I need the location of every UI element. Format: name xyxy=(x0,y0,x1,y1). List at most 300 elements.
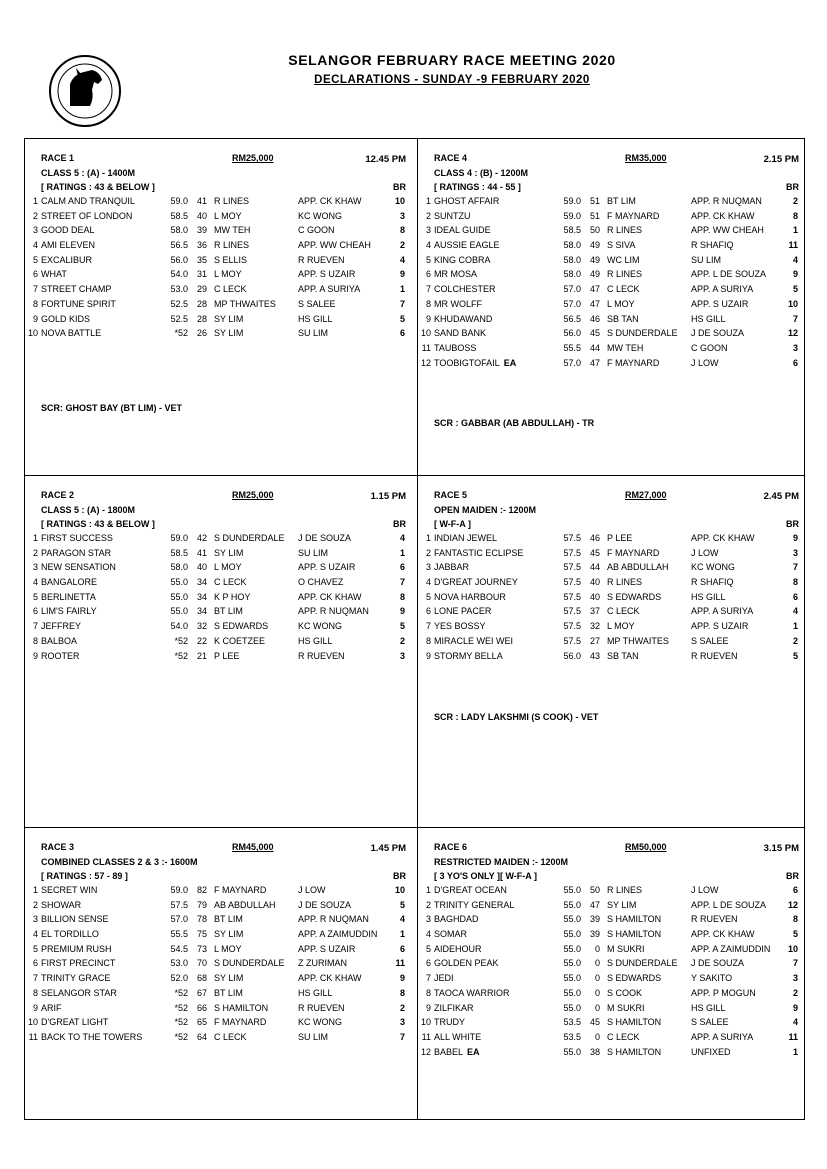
barrier-draw: 2 xyxy=(399,1002,405,1013)
jockey: O CHAVEZ xyxy=(298,577,344,588)
race-name: RACE 4 xyxy=(434,153,468,163)
race-class: CLASS 5 : (A) - 1400M xyxy=(41,168,136,178)
race-class: CLASS 5 : (A) - 1800M xyxy=(41,505,136,515)
weight: 56.0 xyxy=(563,328,581,339)
barrier-draw: 7 xyxy=(792,562,798,573)
runner-number: 5 xyxy=(425,943,431,954)
runners-list xyxy=(24,885,412,1047)
rating: 26 xyxy=(196,328,207,339)
rating: 82 xyxy=(196,885,207,895)
horse-name: TRINITY GENERAL xyxy=(434,899,515,910)
weight: 55.0 xyxy=(563,973,581,984)
rating: 22 xyxy=(196,635,207,646)
barrier-draw: 10 xyxy=(787,943,798,954)
trainer: L MOY xyxy=(607,621,635,632)
trainer: P LEE xyxy=(607,533,633,543)
trainer: S DUNDERDALE xyxy=(214,533,285,543)
weight: *52 xyxy=(174,987,188,998)
rating: 51 xyxy=(589,196,600,206)
jockey: APP. A SURIYA xyxy=(691,606,754,617)
runner-row xyxy=(417,562,805,577)
jockey: APP. S UZAIR xyxy=(691,298,749,309)
runner-row xyxy=(24,255,412,270)
weight: 56.0 xyxy=(563,650,581,661)
horse-name: EXCALIBUR xyxy=(41,254,93,265)
rating: 29 xyxy=(196,284,207,295)
jockey: C GOON xyxy=(298,225,335,236)
horse-name: GOLDEN PEAK xyxy=(434,958,499,969)
horse-name: BACK TO THE TOWERS xyxy=(41,1031,143,1042)
weight: 57.5 xyxy=(563,591,581,602)
runner-number: 1 xyxy=(32,533,38,543)
horse-name: MIRACLE WEI WEI xyxy=(434,635,514,646)
runner-number: 3 xyxy=(425,225,431,236)
jockey: APP. R NUQMAN xyxy=(298,914,369,925)
barrier-draw: 8 xyxy=(399,591,405,602)
runner-number: 9 xyxy=(32,313,38,324)
runner-number: 10 xyxy=(421,328,432,339)
rating: 51 xyxy=(589,210,600,221)
runner-row xyxy=(417,1047,805,1062)
ea-marker: EA xyxy=(467,1046,480,1057)
trainer: BT LIM xyxy=(214,606,243,617)
barrier-draw: 9 xyxy=(399,973,405,984)
race-class: CLASS 4 : (B) - 1200M xyxy=(434,168,529,178)
rating: 37 xyxy=(589,606,600,617)
rating: 0 xyxy=(594,987,600,998)
rating: 73 xyxy=(196,943,207,954)
barrier-draw: 8 xyxy=(399,225,405,236)
barrier-draw: 9 xyxy=(792,1002,798,1013)
barrier-draw: 9 xyxy=(792,269,798,280)
runner-row xyxy=(24,533,412,548)
horse-name: GOLD KIDS xyxy=(41,313,91,324)
runner-row xyxy=(24,562,412,577)
rating: 45 xyxy=(589,547,600,558)
race-name: RACE 2 xyxy=(41,490,75,500)
jockey: S SALEE xyxy=(691,635,729,646)
runner-number: 4 xyxy=(425,577,431,588)
trainer: R LINES xyxy=(214,196,250,206)
runner-number: 8 xyxy=(32,987,38,998)
horse-name: MR MOSA xyxy=(434,269,478,280)
horse-name: STREET CHAMP xyxy=(41,284,112,295)
runner-number: 7 xyxy=(425,973,431,984)
rating: 0 xyxy=(594,1002,600,1013)
rating: 40 xyxy=(196,562,207,573)
barrier-draw: 12 xyxy=(787,899,798,910)
runner-row xyxy=(24,1032,412,1047)
weight: 56.0 xyxy=(170,254,188,265)
horse-name: ROOTER xyxy=(41,650,80,661)
trainer: L MOY xyxy=(607,298,635,309)
rating: 42 xyxy=(196,533,207,543)
barrier-draw: 11 xyxy=(788,1031,798,1042)
trainer: R LINES xyxy=(607,885,643,895)
weight: 55.0 xyxy=(563,929,581,940)
runner-number: 5 xyxy=(32,254,38,265)
runner-row xyxy=(24,548,412,563)
weight: 57.5 xyxy=(170,899,188,910)
weight: 59.0 xyxy=(170,885,188,895)
weight: *52 xyxy=(174,635,188,646)
jockey: APP. S UZAIR xyxy=(691,621,749,632)
horse-name: PARAGON STAR xyxy=(41,547,112,558)
runner-row xyxy=(417,1003,805,1018)
rating: 70 xyxy=(196,958,207,969)
runners-list xyxy=(24,196,412,343)
runner-number: 9 xyxy=(32,650,38,661)
rating: 34 xyxy=(196,591,207,602)
runner-row xyxy=(24,973,412,988)
weight: 55.0 xyxy=(170,606,188,617)
rating: 32 xyxy=(196,621,207,632)
trainer: C LECK xyxy=(607,284,640,295)
runner-row xyxy=(417,343,805,358)
runner-number: 3 xyxy=(32,225,38,236)
rating: 39 xyxy=(589,914,600,925)
runner-row xyxy=(24,240,412,255)
horse-name: SHOWAR xyxy=(41,899,82,910)
runner-number: 3 xyxy=(32,914,38,925)
barrier-draw: 6 xyxy=(792,591,798,602)
row-divider xyxy=(25,827,804,828)
rating: 49 xyxy=(589,269,600,280)
barrier-draw: 5 xyxy=(792,650,798,661)
race-ratings: [ W-F-A ] xyxy=(434,519,471,529)
runner-row xyxy=(417,284,805,299)
weight: *52 xyxy=(174,1031,188,1042)
horse-name: SECRET WIN xyxy=(41,885,98,895)
runner-number: 5 xyxy=(425,254,431,265)
row-divider xyxy=(25,475,804,476)
weight: 55.0 xyxy=(563,958,581,969)
rating: 47 xyxy=(589,357,600,368)
runner-number: 10 xyxy=(28,328,39,339)
horse-name: TOOBIGTOFAIL EA xyxy=(434,357,517,368)
barrier-draw: 1 xyxy=(399,284,405,295)
weight: 58.0 xyxy=(170,562,188,573)
trainer: S HAMILTON xyxy=(607,1046,662,1057)
race-prize: RM27,000 xyxy=(625,490,667,500)
runner-row xyxy=(417,299,805,314)
jockey: APP. A SURIYA xyxy=(691,284,754,295)
jockey: APP. CK KHAW xyxy=(298,973,362,984)
horse-name: ZILFIKAR xyxy=(434,1002,474,1013)
barrier-draw: 9 xyxy=(792,533,798,543)
trainer: S EDWARDS xyxy=(607,973,662,984)
weight: *52 xyxy=(174,650,188,661)
runner-number: 6 xyxy=(425,269,431,280)
horse-name: YES BOSSY xyxy=(434,621,486,632)
runner-row xyxy=(417,958,805,973)
barrier-draw: 10 xyxy=(394,196,405,206)
barrier-draw: 2 xyxy=(792,987,798,998)
weight: 53.5 xyxy=(563,1017,581,1028)
rating: 46 xyxy=(589,533,600,543)
trainer: P LEE xyxy=(214,650,240,661)
horse-name: STREET OF LONDON xyxy=(41,210,133,221)
trainer: SY LIM xyxy=(214,328,244,339)
runner-row xyxy=(417,973,805,988)
runner-number: 7 xyxy=(32,621,38,632)
rating: 40 xyxy=(589,577,600,588)
runner-number: 6 xyxy=(425,958,431,969)
horse-name: BERLINETTA xyxy=(41,591,96,602)
jockey: S SALEE xyxy=(298,298,336,309)
trainer: S HAMILTON xyxy=(607,1017,662,1028)
runner-number: 7 xyxy=(425,621,431,632)
race-name: RACE 5 xyxy=(434,490,468,500)
rating: 41 xyxy=(196,196,207,206)
runner-row xyxy=(417,944,805,959)
runner-row xyxy=(417,651,805,666)
runner-row xyxy=(24,211,412,226)
jockey: APP. R NUQMAN xyxy=(298,606,369,617)
horse-name: JEFFREY xyxy=(41,621,82,632)
jockey: APP. CK KHAW xyxy=(298,196,362,206)
jockey: KC WONG xyxy=(298,1017,342,1028)
trainer: SY LIM xyxy=(214,547,244,558)
horse-name: TAOCA WARRIOR xyxy=(434,987,510,998)
runner-number: 4 xyxy=(32,240,38,251)
runner-row xyxy=(417,577,805,592)
runner-row xyxy=(417,314,805,329)
runner-number: 11 xyxy=(421,1031,431,1042)
jockey: SU LIM xyxy=(298,328,329,339)
barrier-draw: 11 xyxy=(788,240,798,251)
rating: 36 xyxy=(196,240,207,251)
weight: 56.5 xyxy=(170,240,188,251)
runner-row xyxy=(417,592,805,607)
weight: 57.0 xyxy=(170,914,188,925)
trainer: L MOY xyxy=(214,562,242,573)
rating: 38 xyxy=(589,1046,600,1057)
barrier-draw: 3 xyxy=(399,210,405,221)
horse-name: KING COBRA xyxy=(434,254,491,265)
barrier-draw: 3 xyxy=(399,650,405,661)
weight: 54.0 xyxy=(170,269,188,280)
page-subtitle: DECLARATIONS - SUNDAY -9 FEBRUARY 2020 xyxy=(314,74,590,86)
jockey: APP. CK KHAW xyxy=(298,591,362,602)
barrier-draw: 8 xyxy=(399,987,405,998)
runner-row xyxy=(417,636,805,651)
runner-number: 8 xyxy=(32,298,38,309)
runners-list xyxy=(417,533,805,665)
runner-number: 8 xyxy=(32,635,38,646)
runner-number: 1 xyxy=(425,885,431,895)
weight: 57.5 xyxy=(563,621,581,632)
trainer: S COOK xyxy=(607,987,643,998)
horse-name: MR WOLFF xyxy=(434,298,482,309)
runner-row xyxy=(24,651,412,666)
rating: 32 xyxy=(589,621,600,632)
weight: 55.0 xyxy=(563,899,581,910)
jockey: HS GILL xyxy=(691,313,726,324)
barrier-draw: 4 xyxy=(792,254,798,265)
jockey: APP. A ZAIMUDDIN xyxy=(691,943,771,954)
runner-number: 2 xyxy=(425,899,431,910)
weight: 55.0 xyxy=(563,1046,581,1057)
horse-name: NEW SENSATION xyxy=(41,562,116,573)
barrier-draw: 7 xyxy=(792,313,798,324)
jockey: R RUEVEN xyxy=(691,650,738,661)
rating: 31 xyxy=(196,269,207,280)
runner-number: 2 xyxy=(32,547,38,558)
jockey: APP. CK KHAW xyxy=(691,210,755,221)
race-prize: RM35,000 xyxy=(625,153,667,163)
runner-number: 2 xyxy=(425,210,431,221)
runner-number: 2 xyxy=(32,899,38,910)
horse-name: FIRST PRECINCT xyxy=(41,958,116,969)
jockey: SU LIM xyxy=(691,254,722,265)
runner-row xyxy=(417,885,805,900)
runner-number: 10 xyxy=(28,1017,39,1028)
runner-number: 8 xyxy=(425,298,431,309)
runner-row xyxy=(24,328,412,343)
runner-row xyxy=(417,196,805,211)
race-time: 12.45 PM xyxy=(365,154,406,165)
horse-name: STORMY BELLA xyxy=(434,650,503,661)
trainer: F MAYNARD xyxy=(607,547,660,558)
runner-row xyxy=(24,196,412,211)
horse-name: TRUDY xyxy=(434,1017,465,1028)
runner-number: 11 xyxy=(28,1031,38,1042)
rating: 0 xyxy=(594,958,600,969)
weight: 57.5 xyxy=(563,635,581,646)
runner-number: 9 xyxy=(425,650,431,661)
rating: 35 xyxy=(196,254,207,265)
jockey: J LOW xyxy=(298,885,326,895)
weight: *52 xyxy=(174,328,188,339)
barrier-draw: 8 xyxy=(792,577,798,588)
race-name: RACE 6 xyxy=(434,842,468,852)
jockey: APP. S UZAIR xyxy=(298,943,356,954)
horse-name: BABEL EA xyxy=(434,1046,480,1057)
jockey: Z ZURIMAN xyxy=(298,958,347,969)
horse-name: D'GREAT LIGHT xyxy=(41,1017,109,1028)
barrier-draw: 1 xyxy=(792,621,798,632)
horse-name: FORTUNE SPIRIT xyxy=(41,298,116,309)
horse-name: TAUBOSS xyxy=(434,342,477,353)
race-name: RACE 1 xyxy=(41,153,75,163)
rating: 45 xyxy=(589,328,600,339)
trainer: S HAMILTON xyxy=(607,914,662,925)
race-class: RESTRICTED MAIDEN :- 1200M xyxy=(434,857,569,867)
page-title: SELANGOR FEBRUARY RACE MEETING 2020 xyxy=(288,52,616,68)
weight: 58.5 xyxy=(170,210,188,221)
jockey: APP. R NUQMAN xyxy=(691,196,762,206)
horse-name: CALM AND TRANQUIL xyxy=(41,196,135,206)
rating: 0 xyxy=(594,973,600,984)
jockey: J DE SOUZA xyxy=(298,899,352,910)
horse-name: JABBAR xyxy=(434,562,470,573)
trainer: C LECK xyxy=(607,1031,640,1042)
race-time: 1.15 PM xyxy=(370,491,406,502)
horse-name: COLCHESTER xyxy=(434,284,496,295)
barrier-draw: 2 xyxy=(399,240,405,251)
runner-row xyxy=(24,900,412,915)
weight: 57.0 xyxy=(563,357,581,368)
runners-list xyxy=(417,885,805,1061)
jockey: Y SAKITO xyxy=(691,973,733,984)
runner-number: 4 xyxy=(32,577,38,588)
jockey: J DE SOUZA xyxy=(298,533,352,543)
horse-name: ARIF xyxy=(41,1002,62,1013)
horse-name: BANGALORE xyxy=(41,577,98,588)
runner-number: 12 xyxy=(421,1046,432,1057)
rating: 75 xyxy=(196,929,207,940)
runner-row xyxy=(417,606,805,621)
runner-row xyxy=(417,1032,805,1047)
horse-name: JEDI xyxy=(434,973,454,984)
weight: 55.0 xyxy=(563,885,581,895)
barrier-draw: 5 xyxy=(792,284,798,295)
race-class: COMBINED CLASSES 2 & 3 :- 1600M xyxy=(41,857,198,867)
trainer: SB TAN xyxy=(607,650,639,661)
weight: 55.0 xyxy=(563,987,581,998)
runner-row xyxy=(417,533,805,548)
trainer: SY LIM xyxy=(214,313,244,324)
weight: 56.5 xyxy=(563,313,581,324)
jockey: UNFIXED xyxy=(691,1046,731,1057)
rating: 40 xyxy=(589,591,600,602)
weight: 57.5 xyxy=(563,547,581,558)
runner-row xyxy=(417,914,805,929)
barrier-draw: 6 xyxy=(792,357,798,368)
horse-name: NOVA BATTLE xyxy=(41,328,102,339)
rating: 50 xyxy=(589,885,600,895)
runner-row xyxy=(417,1017,805,1032)
trainer: F MAYNARD xyxy=(214,885,267,895)
trainer: R LINES xyxy=(607,577,643,588)
weight: *52 xyxy=(174,1017,188,1028)
jockey: APP. L DE SOUZA xyxy=(691,899,767,910)
rating: 65 xyxy=(196,1017,207,1028)
weight: 59.0 xyxy=(563,210,581,221)
barrier-draw: 6 xyxy=(792,885,798,895)
jockey: R SHAFIQ xyxy=(691,240,734,251)
barrier-draw: 8 xyxy=(792,210,798,221)
trainer: S DUNDERDALE xyxy=(214,958,285,969)
runner-row xyxy=(417,929,805,944)
weight: 59.0 xyxy=(170,533,188,543)
trainer: C LECK xyxy=(607,606,640,617)
runner-number: 11 xyxy=(421,342,431,353)
trainer: MP THWAITES xyxy=(214,298,276,309)
runner-row xyxy=(24,621,412,636)
horse-name: TRINITY GRACE xyxy=(41,973,111,984)
runner-row xyxy=(417,269,805,284)
runner-number: 4 xyxy=(425,240,431,251)
runner-number: 5 xyxy=(32,591,38,602)
jockey: SU LIM xyxy=(298,1031,329,1042)
weight: 57.0 xyxy=(563,284,581,295)
trainer: MW TEH xyxy=(214,225,251,236)
weight: 55.0 xyxy=(170,591,188,602)
runner-number: 1 xyxy=(32,196,38,206)
horse-name: AUSSIE EAGLE xyxy=(434,240,500,251)
barrier-header: BR xyxy=(393,182,406,192)
barrier-draw: 4 xyxy=(399,533,405,543)
weight: *52 xyxy=(174,1002,188,1013)
runner-number: 3 xyxy=(425,562,431,573)
race-prize: RM45,000 xyxy=(232,842,274,852)
runner-row xyxy=(24,299,412,314)
trainer: S EDWARDS xyxy=(607,591,662,602)
race-ratings: [ RATINGS : 43 & BELOW ] xyxy=(41,182,155,192)
rating: 0 xyxy=(594,943,600,954)
